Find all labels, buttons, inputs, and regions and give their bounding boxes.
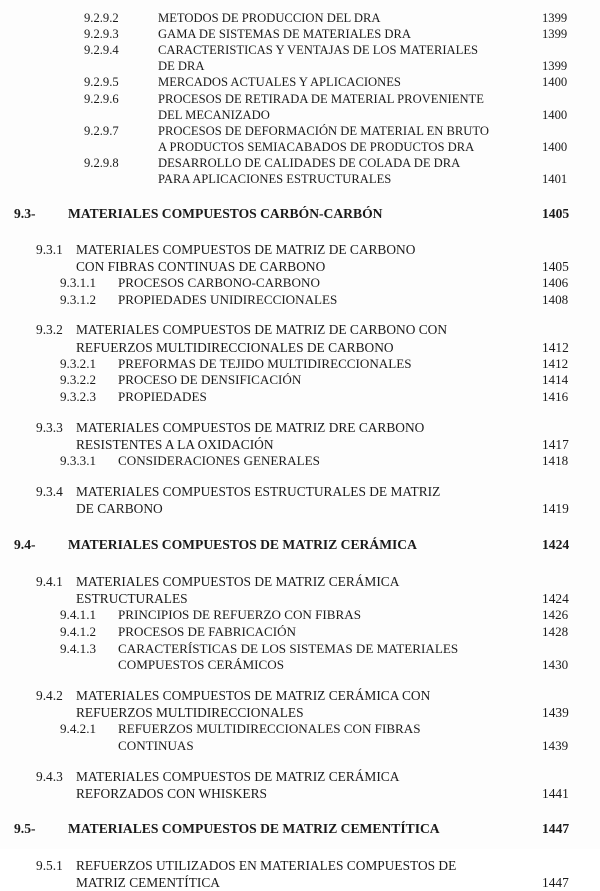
toc-entry[interactable]	[0, 155, 600, 187]
toc-entry[interactable]	[0, 123, 600, 155]
toc-entry-label: MATERIALES COMPUESTOS DE MATRIZ DE CARBONO	[76, 241, 416, 257]
toc-entry-line	[0, 573, 600, 590]
toc-entry-label: COMPUESTOS CERÁMICOS	[118, 657, 285, 673]
toc-entry-label: MERCADOS ACTUALES Y APLICACIONES	[158, 75, 401, 90]
toc-entry-number	[36, 436, 76, 453]
toc-entry-number	[36, 874, 76, 891]
toc-entry-line	[0, 10, 600, 26]
toc-entry-page-number	[542, 721, 600, 738]
toc-entry[interactable]	[0, 641, 600, 675]
toc-entry-label: CON FIBRAS CONTINUAS DE CARBONO	[76, 258, 326, 274]
toc-entry-line	[0, 436, 600, 453]
toc-entry[interactable]	[0, 687, 600, 721]
toc-entry-page-number: 1447	[542, 821, 570, 837]
toc-entry-page-number: 1424	[542, 537, 570, 553]
toc-entry-page-number: 1428	[542, 623, 569, 639]
toc-entry[interactable]	[0, 292, 600, 309]
toc-entry-label: MATRIZ CEMENTÍTICA	[76, 874, 220, 890]
toc-entry[interactable]	[0, 275, 600, 292]
toc-entry-line	[0, 874, 600, 891]
toc-entry-line	[0, 687, 600, 704]
toc-entry-label: A PRODUCTOS SEMIACABADOS DE PRODUCTOS DRA	[158, 139, 475, 154]
toc-entry-number	[36, 500, 76, 517]
toc-entry-line	[0, 500, 600, 517]
toc-entry-number	[36, 785, 76, 802]
toc-entry-page-number	[542, 155, 600, 171]
toc-entry-page-number	[542, 687, 600, 704]
toc-entry-number: 9.5-	[14, 821, 36, 837]
toc-entry-label: REFUERZOS UTILIZADOS EN MATERIALES COMPUESTOS DE	[76, 857, 457, 873]
toc-entry[interactable]	[0, 74, 600, 90]
toc-entry-page-number	[542, 91, 600, 107]
toc-entry[interactable]	[0, 483, 600, 517]
toc-entry-label: PROCESOS CARBONO-CARBONO	[118, 274, 320, 290]
toc-entry-number: 9.4.2	[36, 688, 63, 704]
toc-entry-line	[0, 139, 600, 155]
toc-entry-page-number: 1447	[542, 874, 569, 890]
toc-entry[interactable]	[0, 356, 600, 373]
toc-entry-label: PREFORMAS DE TEJIDO MULTIDIRECCIONALES	[118, 355, 412, 371]
toc-entry-number: 9.2.9.2	[84, 11, 119, 25]
toc-entry-number: 9.2.9.8	[84, 155, 119, 170]
toc-entry-number: 9.3.2.3	[60, 389, 97, 405]
spacer	[0, 187, 600, 205]
toc-entry-label: METODOS DE PRODUCCION DEL DRA	[158, 11, 381, 25]
toc-entry-label: PROCESO DE DENSIFICACIÓN	[118, 372, 302, 388]
toc-entry-number: 9.4-	[14, 537, 36, 553]
toc-entry-label: MATERIALES COMPUESTOS DE MATRIZ CEMENTÍTICA	[68, 821, 440, 837]
toc-entry-label: REFUERZOS MULTIDIRECCIONALES CON FIBRAS	[118, 721, 421, 737]
spacer	[0, 755, 600, 768]
toc-entry[interactable]	[0, 10, 600, 26]
toc-entry-label: MATERIALES COMPUESTOS DE MATRIZ DRE CARBONO	[76, 419, 425, 435]
toc-entry[interactable]	[0, 768, 600, 802]
toc-entry-page-number: 1400	[542, 139, 568, 154]
toc-entry-label: RESISTENTES A LA OXIDACIÓN	[76, 437, 274, 453]
toc-entry-line	[0, 275, 600, 292]
toc-entry-number: 9.4.2.1	[60, 721, 97, 737]
spacer	[0, 517, 600, 536]
toc-entry-page-number: 1441	[542, 786, 569, 802]
spacer	[0, 223, 600, 241]
toc-entry[interactable]	[0, 453, 600, 470]
toc-entry-line	[0, 704, 600, 721]
toc-entry-number: 9.3.1	[36, 241, 63, 257]
toc-entry-label: MATERIALES COMPUESTOS DE MATRIZ CERÁMICA	[76, 768, 400, 784]
toc-entry-page-number: 1399	[542, 59, 568, 74]
toc-entry-label: CONTINUAS	[118, 738, 194, 754]
toc-entry-line	[0, 258, 600, 275]
toc-entry[interactable]	[0, 857, 600, 891]
toc-entry-line	[0, 483, 600, 500]
toc-entry-line	[0, 356, 600, 373]
spacer	[0, 554, 600, 573]
toc-entry-line	[0, 721, 600, 738]
toc-entry-number: 9.2.9.3	[84, 27, 119, 42]
toc-entry-number: 9.3.3	[36, 419, 63, 435]
toc-entry[interactable]	[0, 721, 600, 755]
toc-entry-number	[84, 58, 158, 74]
toc-entry-number: 9.4.1.2	[60, 623, 97, 639]
toc-entry[interactable]	[0, 241, 600, 275]
toc-entry-number: 9.5.1	[36, 857, 63, 873]
toc-entry-line	[0, 372, 600, 389]
toc-entry-line	[0, 657, 600, 674]
toc-entry-line	[0, 536, 600, 553]
toc-entry-label: ESTRUCTURALES	[76, 590, 188, 606]
toc-entry-number: 9.3.1.2	[60, 291, 97, 307]
toc-entry[interactable]	[0, 389, 600, 406]
toc-entry-number: 9.3-	[14, 206, 36, 222]
toc-entry-number: 9.3.1.1	[60, 274, 97, 290]
toc-entry-page-number: 1416	[542, 389, 569, 405]
toc-entry-page-number: 1400	[542, 75, 568, 90]
toc-entry-number: 9.3.4	[36, 484, 63, 500]
toc-entry[interactable]	[0, 820, 600, 837]
toc-entry-page-number	[542, 857, 600, 874]
toc-entry-label: PROPIEDADES	[118, 389, 207, 405]
toc-entry-label: PROPIEDADES UNIDIRECCIONALES	[118, 291, 338, 307]
toc-entry[interactable]	[0, 607, 600, 624]
toc-entry-line	[0, 241, 600, 258]
toc-entry-label: DE DRA	[158, 59, 205, 74]
toc-entry-number: 9.4.3	[36, 768, 63, 784]
spacer	[0, 802, 600, 820]
toc-entry[interactable]	[0, 321, 600, 355]
toc-entry-number	[36, 339, 76, 356]
toc-entry-line	[0, 857, 600, 874]
toc-entry-line	[0, 74, 600, 90]
toc-entry-line	[0, 641, 600, 658]
toc-entry-page-number: 1417	[542, 437, 569, 453]
toc-entry-label: CARACTERISTICAS Y VENTAJAS DE LOS MATERIALES	[158, 43, 479, 58]
spacer	[0, 838, 600, 857]
toc-entry-page-number: 1439	[542, 738, 569, 754]
toc-entry[interactable]	[0, 26, 600, 42]
toc-entry-page-number	[542, 123, 600, 139]
toc-entry-page-number: 1414	[542, 372, 569, 388]
toc-entry-label: PARA APLICACIONES ESTRUCTURALES	[158, 172, 392, 187]
toc-entry-number: 9.3.3.1	[60, 453, 97, 469]
toc-entry-page-number: 1399	[542, 11, 568, 25]
spacer	[0, 470, 600, 483]
toc-entry-line	[0, 738, 600, 755]
toc-entry-line	[0, 58, 600, 74]
toc-entry-page-number	[542, 768, 600, 785]
toc-entry-number: 9.2.9.7	[84, 123, 119, 138]
spacer	[0, 406, 600, 419]
toc-entry-line	[0, 419, 600, 436]
toc-entry-page-number: 1401	[542, 172, 568, 187]
toc-entry-page-number: 1439	[542, 705, 569, 721]
spacer	[0, 308, 600, 321]
toc-entry-label: MATERIALES COMPUESTOS ESTRUCTURALES DE MATRIZ	[76, 484, 441, 500]
toc-entry-number	[36, 704, 76, 721]
toc-entry-label: MATERIALES COMPUESTOS DE MATRIZ CERÁMICA	[68, 537, 417, 553]
toc-entry-page-number	[542, 641, 600, 658]
toc-entry-page-number	[542, 42, 600, 58]
toc-entry-number: 9.3.2.1	[60, 355, 97, 371]
toc-entry-line	[0, 292, 600, 309]
toc-entry-label: MATERIALES COMPUESTOS DE MATRIZ CERÁMICA CON	[76, 688, 431, 704]
toc-entry-page-number: 1426	[542, 607, 569, 623]
toc-entry-line	[0, 321, 600, 338]
toc-entry-number	[60, 738, 118, 755]
toc-entry-line	[0, 590, 600, 607]
toc-entry-number: 9.4.1	[36, 573, 63, 589]
toc-entry[interactable]	[0, 419, 600, 453]
toc-entry[interactable]	[0, 372, 600, 389]
toc-entry-label: PROCESOS DE FABRICACIÓN	[118, 623, 297, 639]
toc-entry-page-number: 1405	[542, 258, 569, 274]
toc-entry-line	[0, 820, 600, 837]
toc-entry-line	[0, 155, 600, 171]
toc-entry-line	[0, 607, 600, 624]
toc-entry-label: DEL MECANIZADO	[158, 107, 270, 122]
toc-entry-label: CARACTERÍSTICAS DE LOS SISTEMAS DE MATERIALES	[118, 640, 459, 656]
toc-entry-line	[0, 42, 600, 58]
table-of-contents	[0, 10, 600, 891]
toc-entry-number: 9.2.9.4	[84, 43, 119, 58]
toc-entry-page-number: 1412	[542, 355, 569, 371]
toc-entry-page-number: 1406	[542, 274, 569, 290]
toc-entry[interactable]	[0, 91, 600, 123]
toc-entry-label: CONSIDERACIONES GENERALES	[118, 453, 320, 469]
toc-entry-page-number: 1418	[542, 453, 569, 469]
toc-entry-line	[0, 339, 600, 356]
toc-entry-line	[0, 624, 600, 641]
toc-entry-page-number	[542, 321, 600, 338]
toc-entry-line	[0, 107, 600, 123]
toc-entry-page-number: 1412	[542, 339, 569, 355]
toc-entry-page-number: 1424	[542, 590, 569, 606]
toc-entry-number	[60, 657, 118, 674]
toc-entry-number: 9.3.2.2	[60, 372, 97, 388]
toc-entry[interactable]	[0, 536, 600, 553]
toc-entry-page-number: 1430	[542, 657, 569, 673]
toc-entry-line	[0, 205, 600, 222]
toc-entry-line	[0, 171, 600, 187]
toc-entry-label: REFUERZOS MULTIDIRECCIONALES DE CARBONO	[76, 339, 394, 355]
toc-entry-number: 9.4.1.3	[60, 640, 97, 656]
toc-entry-page-number	[542, 573, 600, 590]
toc-entry[interactable]	[0, 205, 600, 222]
toc-entry-line	[0, 26, 600, 42]
toc-entry-page-number: 1400	[542, 107, 568, 122]
toc-entry-number	[84, 107, 158, 123]
toc-entry-label: MATERIALES COMPUESTOS CARBÓN-CARBÓN	[68, 206, 383, 222]
toc-entry-line	[0, 453, 600, 470]
toc-entry-label: REFUERZOS MULTIDIRECCIONALES	[76, 705, 304, 721]
toc-entry-page-number	[542, 483, 600, 500]
toc-entry-label: DE CARBONO	[76, 501, 163, 517]
toc-entry-page-number	[542, 241, 600, 258]
toc-entry-page-number: 1399	[542, 27, 568, 42]
toc-entry-number: 9.2.9.6	[84, 91, 119, 106]
toc-entry[interactable]	[0, 42, 600, 74]
toc-entry-label: GAMA DE SISTEMAS DE MATERIALES DRA	[158, 27, 411, 42]
toc-entry-page-number: 1408	[542, 291, 569, 307]
toc-entry-label: MATERIALES COMPUESTOS DE MATRIZ CERÁMICA	[76, 573, 400, 589]
toc-entry-number: 9.2.9.5	[84, 75, 119, 90]
toc-entry-label: REFORZADOS CON WHISKERS	[76, 786, 267, 802]
toc-entry-label: DESARROLLO DE CALIDADES DE COLADA DE DRA	[158, 155, 461, 170]
spacer	[0, 674, 600, 687]
toc-entry-label: MATERIALES COMPUESTOS DE MATRIZ DE CARBONO CON	[76, 322, 447, 338]
toc-entry-line	[0, 91, 600, 107]
toc-entry-page-number	[542, 419, 600, 436]
toc-entry[interactable]	[0, 573, 600, 607]
toc-entry-line	[0, 389, 600, 406]
toc-entry-number	[84, 171, 158, 187]
toc-entry[interactable]	[0, 624, 600, 641]
toc-entry-label: PROCESOS DE DEFORMACIÓN DE MATERIAL EN BRUTO	[158, 123, 489, 138]
toc-entry-page-number: 1419	[542, 501, 569, 517]
toc-entry-line	[0, 768, 600, 785]
toc-entry-label: PROCESOS DE RETIRADA DE MATERIAL PROVENIENTE	[158, 91, 484, 106]
toc-entry-number	[36, 258, 76, 275]
toc-entry-line	[0, 785, 600, 802]
toc-entry-number: 9.4.1.1	[60, 607, 97, 623]
toc-entry-number	[84, 139, 158, 155]
toc-entry-label: PRINCIPIOS DE REFUERZO CON FIBRAS	[118, 607, 362, 623]
toc-entry-line	[0, 123, 600, 139]
toc-entry-number	[36, 590, 76, 607]
toc-entry-page-number: 1405	[542, 206, 570, 222]
toc-entry-number: 9.3.2	[36, 322, 63, 338]
